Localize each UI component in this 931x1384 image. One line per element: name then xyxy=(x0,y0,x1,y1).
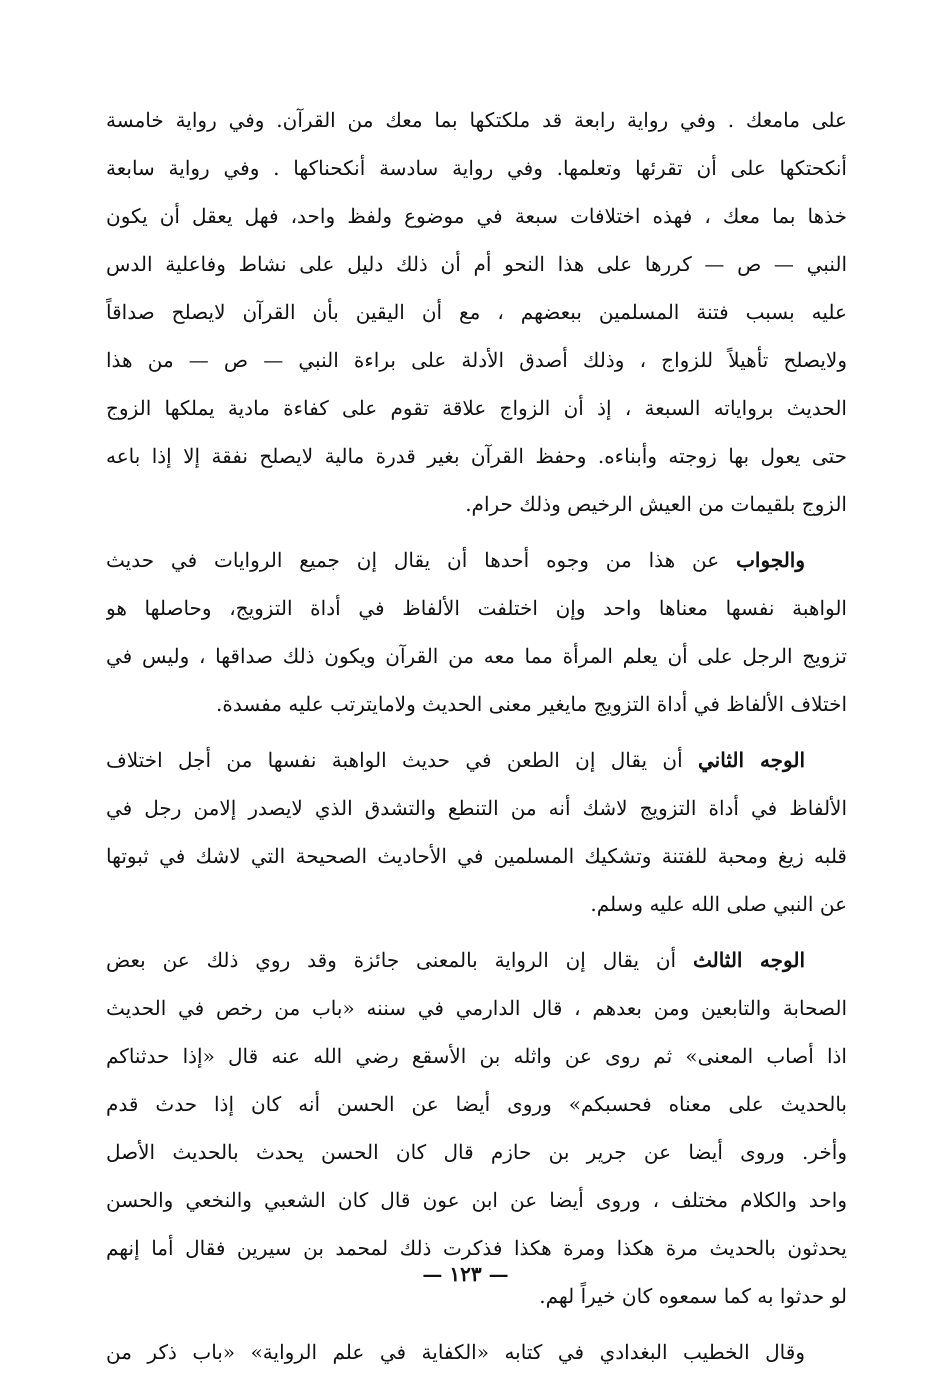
paragraph-lead: والجواب xyxy=(736,548,806,572)
paragraph-1 xyxy=(106,96,847,528)
paragraph-lead: الوجه الثالث xyxy=(692,948,806,972)
text-line: خذها بما معك ، فهذه اختلافات سبعة في موضوع ولفظ واحد، فهل يعقل أن يكون xyxy=(106,204,847,228)
text-line: الصحابة والتابعين ومن بعدهم ، قال الدارمي في سننه «باب من رخص في الحديث xyxy=(106,996,847,1020)
text-line-rest: عن هذا من وجوه أحدها أن يقال إن جميع الروايات في حديث xyxy=(106,548,720,572)
text-line: قلبه زيغ ومحبة للفتنة وتشكيك المسلمين في الأحاديث الصحيحة التي لاشك في ثبوتها xyxy=(106,844,847,868)
text-line: الحديث برواياته السبعة ، إذ أن الزواج علاقة تقوم على كفاءة مادية يملكها الزوج xyxy=(106,396,847,420)
text-line: واحد والكلام مختلف ، وروى أيضا عن ابن عون قال كان الشعبي والنخعي والحسن xyxy=(106,1188,847,1212)
text-line: حتى يعول بها زوجته وأبناءه. وحفظ القرآن بغير قدرة مالية لايصلح نفقة إلا إذا باعه xyxy=(106,444,847,468)
text-line-rest: أن يقال إن الرواية بالمعنى جائزة وقد روي ذلك عن بعض xyxy=(106,948,677,972)
paragraph-khatib xyxy=(106,1328,847,1376)
text-line: بالحديث على معناه فحسبكم» وروى أيضا عن الحسن أنه كان إذا حدث قدم xyxy=(106,1092,847,1116)
text-line: وقال الخطيب البغدادي في كتابه «الكفاية في علم الرواية» «باب ذكر من xyxy=(106,1340,805,1364)
text-line: وأخر. وروى أيضا عن جرير بن حازم قال كان الحسن يحدث بالحديث الأصل xyxy=(106,1140,847,1164)
text-line: الألفاظ في أداة التزويج لاشك أنه من التنطع والتشدق الذي لايصدر إلامن رجل في xyxy=(106,796,847,820)
text-line: اختلاف الألفاظ في أداة التزويج مايغير معنى الحديث ولامايترتب عليه مفسدة. xyxy=(216,692,847,716)
text-line xyxy=(106,736,847,784)
text-line: أنكحتكها على أن تقرئها وتعلمها. وفي رواية سادسة أنكحناكها . وفي رواية سابعة xyxy=(106,156,847,180)
text-line xyxy=(106,936,847,984)
paragraph-second-aspect xyxy=(106,736,847,928)
paragraph-lead: الوجه الثاني xyxy=(698,748,806,772)
paragraph-answer xyxy=(106,536,847,728)
text-line: يحدثون بالحديث مرة هكذا ومرة هكذا فذكرت ذلك لمحمد بن سيرين فقال أما إنهم xyxy=(106,1236,847,1260)
text-line: الزوج بلقيمات من العيش الرخيص وذلك حرام. xyxy=(465,492,847,516)
text-line: الواهبة نفسها معناها واحد وإن اختلفت الألفاظ في أداة التزويج، وحاصلها هو xyxy=(106,596,847,620)
text-line: اذا أصاب المعنى» ثم روى عن واثله بن الأسقع رضي الله عنه قال «إذا حدثناكم xyxy=(106,1044,847,1068)
page-number: — ١٢٣ — xyxy=(422,1262,509,1286)
text-line: لو حدثوا به كما سمعوه كان خيراً لهم. xyxy=(539,1284,847,1308)
text-line: على مامعك . وفي رواية رابعة قد ملكتكها بما معك من القرآن. وفي رواية خامسة xyxy=(106,108,847,132)
text-line: النبي — ص — كررها على هذا النحو أم أن ذلك دليل على نشاط وفاعلية الدس xyxy=(106,252,847,276)
text-line: عن النبي صلى الله عليه وسلم. xyxy=(590,892,847,916)
text-line: تزويج الرجل على أن يعلم المرأة مما معه من القرآن ويكون ذلك صداقها ، وليس في xyxy=(106,644,847,668)
text-line: ولايصلح تأهيلاً للزواج ، وذلك أصدق الأدلة على براءة النبي — ص — من هذا xyxy=(106,348,847,372)
text-line xyxy=(106,536,847,584)
body-text xyxy=(106,96,847,1376)
text-line-rest: أن يقال إن الطعن في حديث الواهبة نفسها من أجل اختلاف xyxy=(106,748,683,772)
text-line: عليه بسبب فتنة المسلمين ببعضهم ، مع أن اليقين بأن القرآن لايصلح صداقاً xyxy=(106,300,847,324)
